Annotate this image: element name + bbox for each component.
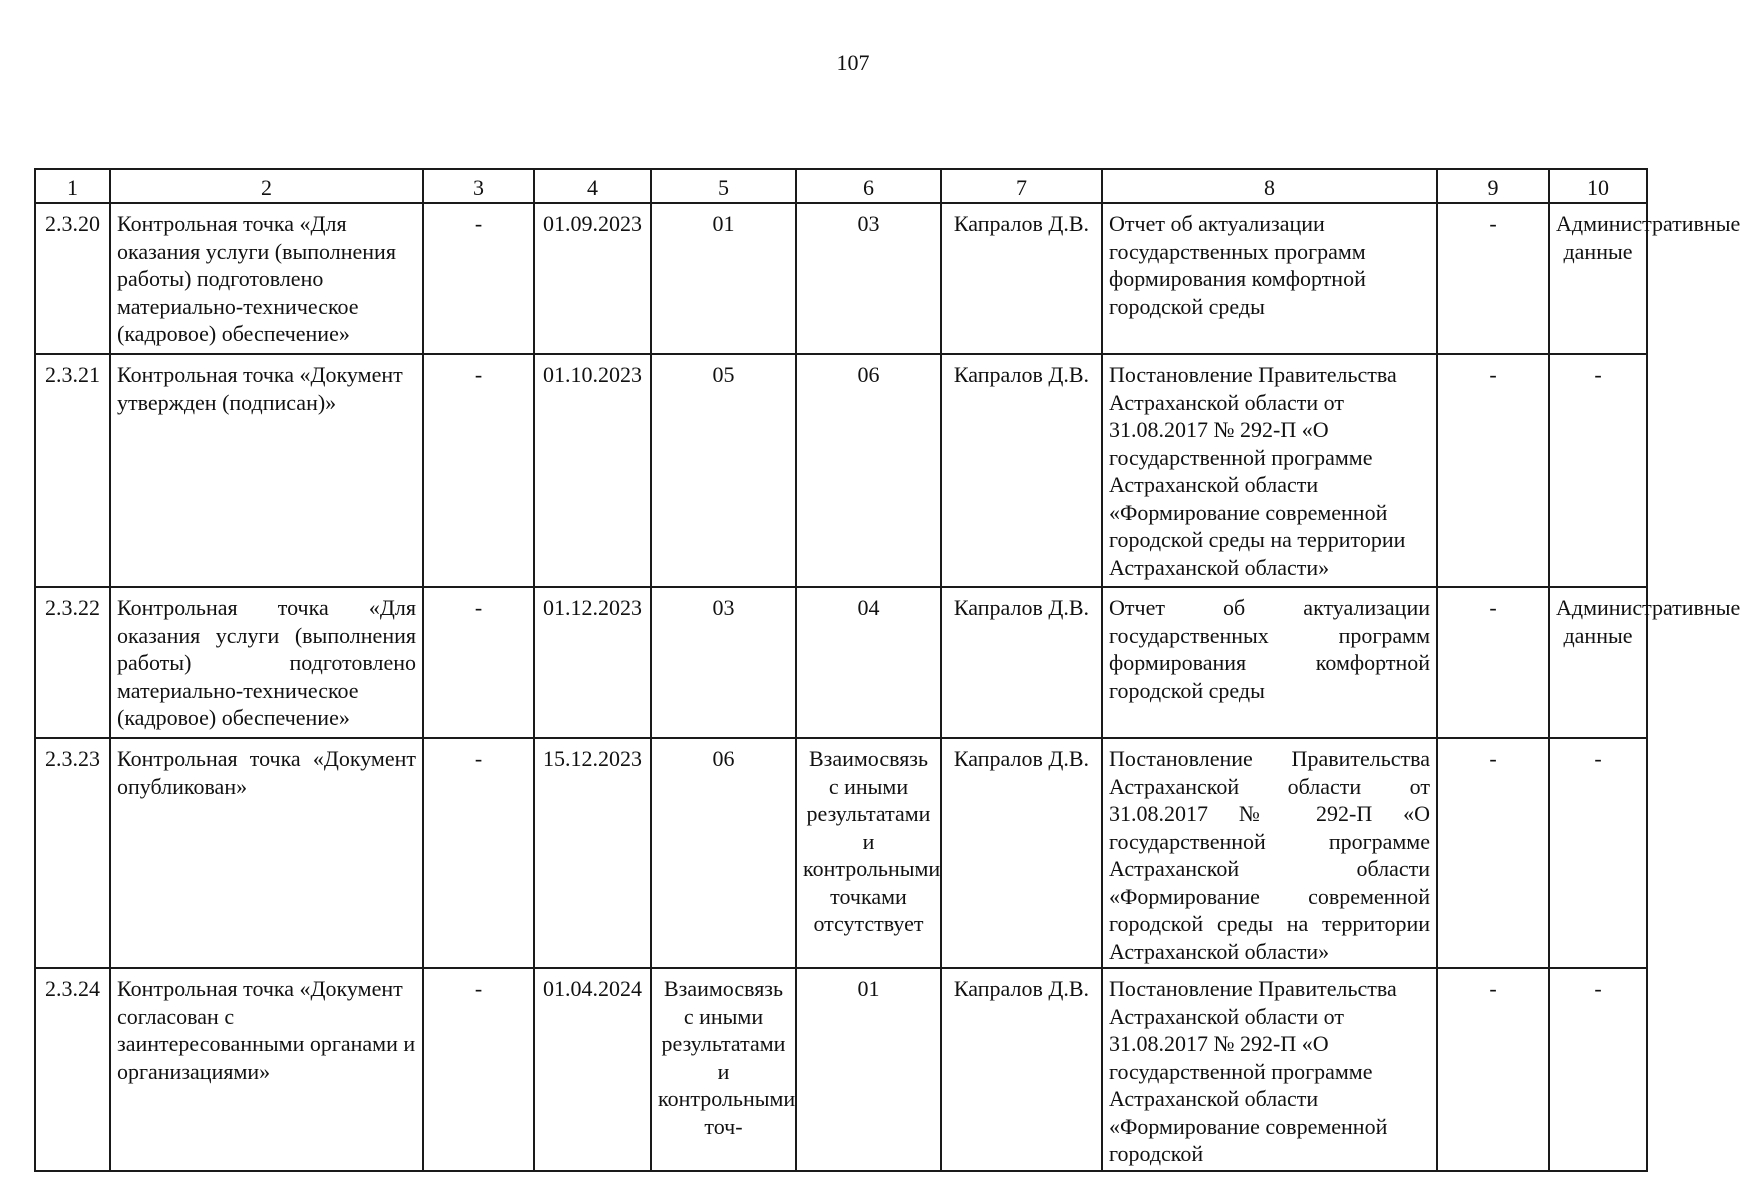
date-cell: 01.10.2023 <box>534 354 651 587</box>
control-point-name-cell: Контрольная точка «Для оказания услуги (выполнения работы) подготовлено материально-техническое (кадровое) обеспечение» <box>110 203 423 354</box>
date-cell: 01.12.2023 <box>534 587 651 738</box>
col3-cell: - <box>423 354 534 587</box>
col9-cell: - <box>1437 968 1549 1171</box>
control-points-table <box>34 168 1740 1172</box>
control-point-name-cell: Контрольная точка «Документ утвержден (подписан)» <box>110 354 423 587</box>
col6-cell: 06 <box>796 354 941 587</box>
table-row <box>35 203 1647 354</box>
col10-cell: - <box>1549 354 1647 587</box>
column-header: 9 <box>1437 169 1549 203</box>
col6-cell: 03 <box>796 203 941 354</box>
date-cell: 01.04.2024 <box>534 968 651 1171</box>
table-row <box>35 968 1647 1171</box>
document-cell: Постановление Правительства Астраханской области от 31.08.2017 № 292-П «О государственной программе Астраханской области «Формирование современной городской <box>1102 968 1437 1171</box>
col5-cell: 05 <box>651 354 796 587</box>
column-header: 3 <box>423 169 534 203</box>
column-header: 10 <box>1549 169 1647 203</box>
responsible-cell: Капралов Д.В. <box>941 587 1102 738</box>
col9-cell: - <box>1437 738 1549 968</box>
col6-cell: 01 <box>796 968 941 1171</box>
col10-cell: Административные данные <box>1549 203 1647 354</box>
header-row <box>35 169 1647 203</box>
row-number-cell: 2.3.24 <box>35 968 110 1171</box>
row-number-cell: 2.3.22 <box>35 587 110 738</box>
col5-cell: 03 <box>651 587 796 738</box>
responsible-cell: Капралов Д.В. <box>941 968 1102 1171</box>
row-number-cell: 2.3.20 <box>35 203 110 354</box>
responsible-cell: Капралов Д.В. <box>941 203 1102 354</box>
col6-cell: Взаимосвязь с иными результатами и контрольными точками отсутствует <box>796 738 941 968</box>
col3-cell: - <box>423 738 534 968</box>
col9-cell: - <box>1437 203 1549 354</box>
col10-cell: Административные данные <box>1549 587 1647 738</box>
date-cell: 15.12.2023 <box>534 738 651 968</box>
control-point-name-cell: Контрольная точка «Документ согласован с заинтересованными органами и организациями» <box>110 968 423 1171</box>
column-header: 2 <box>110 169 423 203</box>
table-row <box>35 587 1647 738</box>
document-cell: Отчет об актуализации государственных программ формирования комфортной городской среды <box>1102 587 1437 738</box>
col3-cell: - <box>423 968 534 1171</box>
col3-cell: - <box>423 203 534 354</box>
col5-cell: 01 <box>651 203 796 354</box>
responsible-cell: Капралов Д.В. <box>941 354 1102 587</box>
column-header: 4 <box>534 169 651 203</box>
document-cell: Отчет об актуализации государственных программ формирования комфортной городской среды <box>1102 203 1437 354</box>
column-header: 5 <box>651 169 796 203</box>
col9-cell: - <box>1437 354 1549 587</box>
control-point-name-cell: Контрольная точка «Для оказания услуги (выполнения работы) подготовлено материально-техническое (кадровое) обеспечение» <box>110 587 423 738</box>
col6-cell: 04 <box>796 587 941 738</box>
document-cell: Постановление Правительства Астраханской области от 31.08.2017 № 292-П «О государственной программе Астраханской области «Формирование современной городской среды на территории Астраханской области» <box>1102 354 1437 587</box>
col10-cell: - <box>1549 968 1647 1171</box>
col3-cell: - <box>423 587 534 738</box>
document-cell: Постановление Правительства Астраханской области от 31.08.2017 № 292-П «О государственной программе Астраханской области «Формирование современной городской среды на территории Астраханской области» <box>1102 738 1437 968</box>
column-header: 7 <box>941 169 1102 203</box>
row-number-cell: 2.3.23 <box>35 738 110 968</box>
table-row <box>35 738 1647 968</box>
responsible-cell: Капралов Д.В. <box>941 738 1102 968</box>
row-number-cell: 2.3.21 <box>35 354 110 587</box>
column-header: 6 <box>796 169 941 203</box>
column-header: 1 <box>35 169 110 203</box>
date-cell: 01.09.2023 <box>534 203 651 354</box>
col5-cell: 06 <box>651 738 796 968</box>
page-number: 107 <box>836 50 870 75</box>
col10-cell: - <box>1549 738 1647 968</box>
col9-cell: - <box>1437 587 1549 738</box>
column-header: 8 <box>1102 169 1437 203</box>
control-point-name-cell: Контрольная точка «Документ опубликован» <box>110 738 423 968</box>
table-row <box>35 354 1647 587</box>
col5-cell: Взаимосвязь с иными результатами и контрольными точ- <box>651 968 796 1171</box>
